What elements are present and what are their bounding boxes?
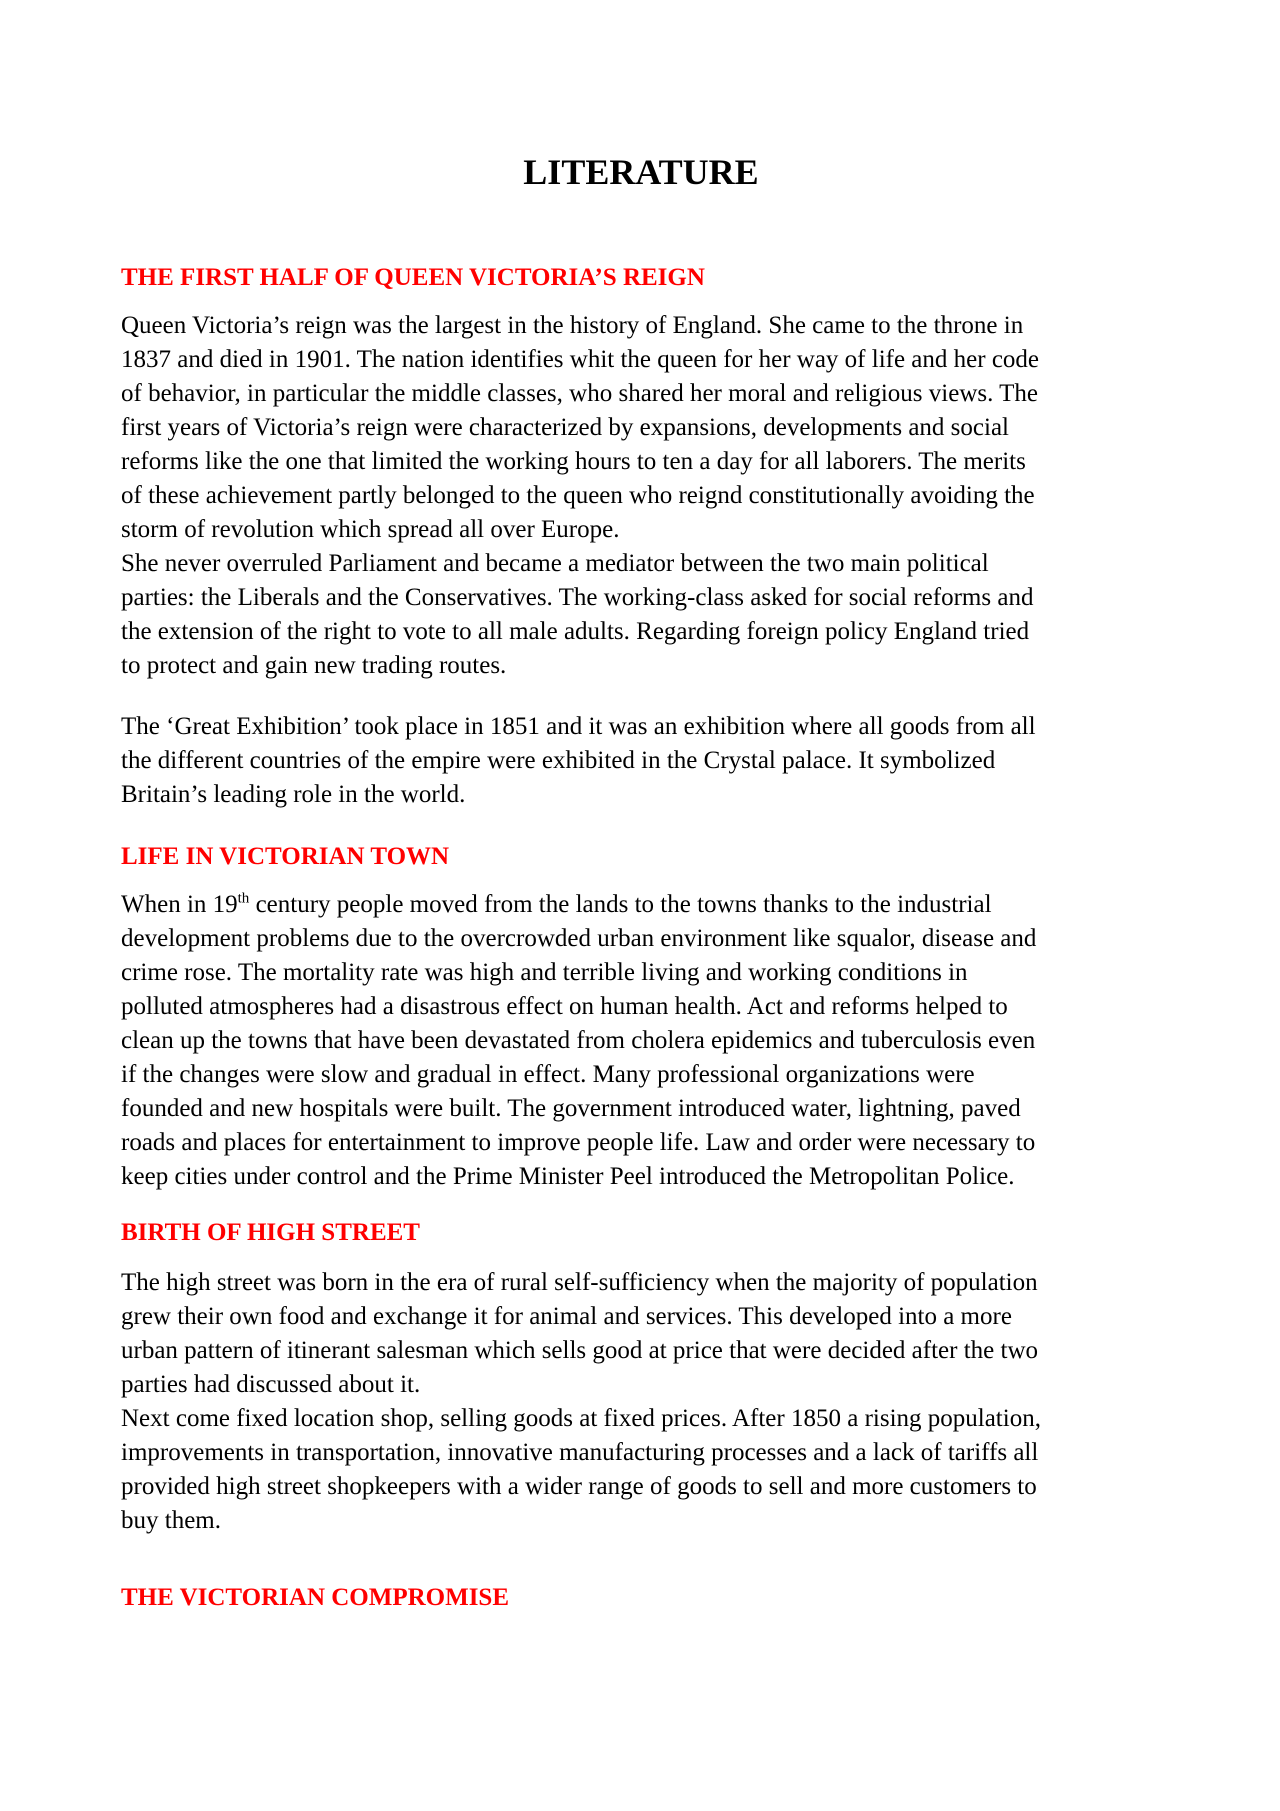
paragraph-text: When in 19 — [121, 891, 238, 918]
section-paragraph — [121, 888, 1161, 1194]
section-heading-high-street: BIRTH OF HIGH STREET — [121, 1219, 420, 1246]
page-title: LITERATURE — [523, 152, 759, 192]
paragraph-text: century people moved from the lands to the towns thanks to the industrial development problems due to the overcrowded urban environment like squalor, disease and crime rose. The mortality rate was high and terrible living and working conditions in polluted atmospheres had a disastrous effect on human health. Act and reforms helped to clean up the towns that have been devastated from cholera epidemics and tuberculosis even if the changes were slow and gradual in effect. Many professional organizations were founded and new hospitals were built. The government introduced water, lightning, paved roads and places for entertainment to improve people life. Law and order were necessary to keep cities under control and the Prime Minister Peel introduced the Metropolitan Police. — [121, 891, 1037, 1190]
section-paragraph: The high street was born in the era of rural self-sufficiency when the majority of population grew their own food and exchange it for animal and services. This developed into a more urban pattern of itinerant salesman which sells good at price that were decided after the two parties had discussed about it. Next come fixed location shop, selling goods at fixed prices. After 1850 a rising population, improvements in transportation, innovative manufacturing processes and a lack of tariffs all provided high street shopkeepers with a wider range of goods to sell and more customers to buy them. — [121, 1269, 1041, 1534]
section-heading-victorian-town: LIFE IN VICTORIAN TOWN — [121, 843, 450, 870]
superscript-text: th — [237, 890, 250, 907]
section-heading-victorian-compromise: THE VICTORIAN COMPROMISE — [121, 1584, 510, 1611]
section-paragraph: Queen Victoria’s reign was the largest in the history of England. She came to the throne in 1837 and died in 1901. The nation identifies whit the queen for her way of life and her code of behavior, in particular the middle classes, who shared her moral and religious views. The first years of Victoria’s reign were characterized by expansions, developments and social reforms like the one that limited the working hours to ten a day for all laborers. The merits of these achievement partly belonged to the queen who reignd constitutionally avoiding the storm of revolution which spread all over Europe. She never overruled Parliament and became a mediator between the two main political parties: the Liberals and the Conservatives. The working-class asked for social reforms and the extension of the right to vote to all male adults. Regarding foreign policy England tried to protect and gain new trading routes. — [121, 312, 1040, 679]
section-heading-first-half: THE FIRST HALF OF QUEEN VICTORIA’S REIGN — [121, 264, 705, 291]
section-paragraph: The ‘Great Exhibition’ took place in 1851 and it was an exhibition where all goods from all the different countries of the empire were exhibited in the Crystal palace. It symbolized Britain’s leading role in the world. — [121, 713, 1036, 808]
